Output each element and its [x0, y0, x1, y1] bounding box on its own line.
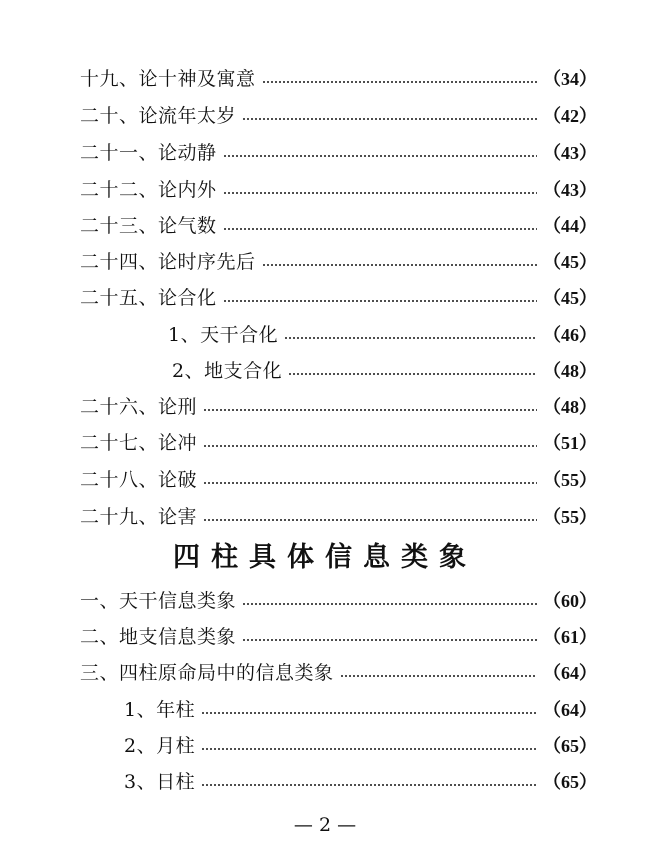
dot-leader: [201, 712, 537, 714]
toc-subentry: [124, 767, 597, 797]
toc-entry-page: （65）: [543, 772, 597, 792]
toc-entry-title: 二、地支信息类象: [80, 626, 237, 648]
toc-entry: [80, 502, 597, 532]
toc-entry: [80, 622, 597, 652]
toc-entry-title: 三、四柱原命局中的信息类象: [80, 662, 334, 684]
toc-entry-page: （64）: [543, 663, 597, 683]
toc-entry: [80, 428, 597, 458]
toc-entry: [80, 465, 597, 495]
toc-entry-title: 1、年柱: [124, 699, 196, 721]
page-number: — 2 —: [293, 814, 357, 836]
toc-entry-page: （43）: [543, 143, 597, 163]
dot-leader: [262, 264, 537, 266]
dot-leader: [203, 519, 537, 521]
toc-entry-title: 一、天干信息类象: [80, 590, 237, 612]
toc-entry-title: 二十七、论冲: [80, 432, 198, 454]
toc-subentry: [168, 320, 597, 350]
dot-leader: [242, 118, 537, 120]
toc-subentry: [172, 356, 597, 386]
toc-entry: [80, 64, 597, 94]
toc-entry-page: （55）: [543, 470, 597, 490]
toc-entry-title: 二十八、论破: [80, 469, 198, 491]
toc-entry-page: （60）: [543, 591, 597, 611]
toc-entry: [80, 175, 597, 205]
toc-entry-page: （34）: [543, 69, 597, 89]
toc-entry: [80, 392, 597, 422]
dot-leader: [242, 603, 537, 605]
section-heading: 四柱具体信息类象: [173, 542, 477, 573]
dot-leader: [223, 192, 537, 194]
toc-entry-title: 二十一、论动静: [80, 142, 217, 164]
dot-leader: [201, 748, 537, 750]
toc-entry-page: （61）: [543, 627, 597, 647]
toc-entry-page: （42）: [543, 106, 597, 126]
dot-leader: [223, 228, 537, 230]
toc-entry-page: （64）: [543, 700, 597, 720]
toc-entry-title: 二十五、论合化: [80, 287, 217, 309]
toc-entry-title: 二十二、论内外: [80, 179, 217, 201]
toc-entry-page: （46）: [543, 325, 597, 345]
toc-entry: [80, 283, 597, 313]
toc-entry: [80, 211, 597, 241]
toc-entry-title: 二十、论流年太岁: [80, 105, 237, 127]
dot-leader: [223, 300, 537, 302]
toc-entry-title: 3、日柱: [124, 771, 196, 793]
toc-entry-page: （44）: [543, 216, 597, 236]
dot-leader: [203, 409, 537, 411]
toc-entry: [80, 658, 597, 688]
dot-leader: [203, 445, 537, 447]
toc-entry-page: （48）: [543, 397, 597, 417]
toc-entry-page: （43）: [543, 180, 597, 200]
toc-entry-title: 2、月柱: [124, 735, 196, 757]
toc-entry-page: （45）: [543, 252, 597, 272]
toc-entry-page: （65）: [543, 736, 597, 756]
toc-entry-title: 十九、论十神及寓意: [80, 68, 256, 90]
toc-entry-title: 1、天干合化: [168, 324, 279, 346]
toc-entry-page: （55）: [543, 507, 597, 527]
dot-leader: [340, 675, 537, 677]
toc-entry-title: 二十六、论刑: [80, 396, 198, 418]
toc-entry-title: 二十四、论时序先后: [80, 251, 256, 273]
dot-leader: [242, 639, 537, 641]
dot-leader: [201, 784, 537, 786]
dot-leader: [288, 373, 537, 375]
dot-leader: [262, 81, 537, 83]
toc-entry-page: （48）: [543, 361, 597, 381]
toc-entry: [80, 247, 597, 277]
toc-entry-page: （45）: [543, 288, 597, 308]
toc-entry-title: 2、地支合化: [172, 360, 283, 382]
toc-entry: [80, 586, 597, 616]
toc-entry: [80, 138, 597, 168]
toc-subentry: [124, 695, 597, 725]
toc-entry-page: （51）: [543, 433, 597, 453]
toc-entry-title: 二十九、论害: [80, 506, 198, 528]
toc-subentry: [124, 731, 597, 761]
toc-entry: [80, 101, 597, 131]
dot-leader: [284, 337, 537, 339]
dot-leader: [203, 482, 537, 484]
dot-leader: [223, 155, 537, 157]
toc-entry-title: 二十三、论气数: [80, 215, 217, 237]
